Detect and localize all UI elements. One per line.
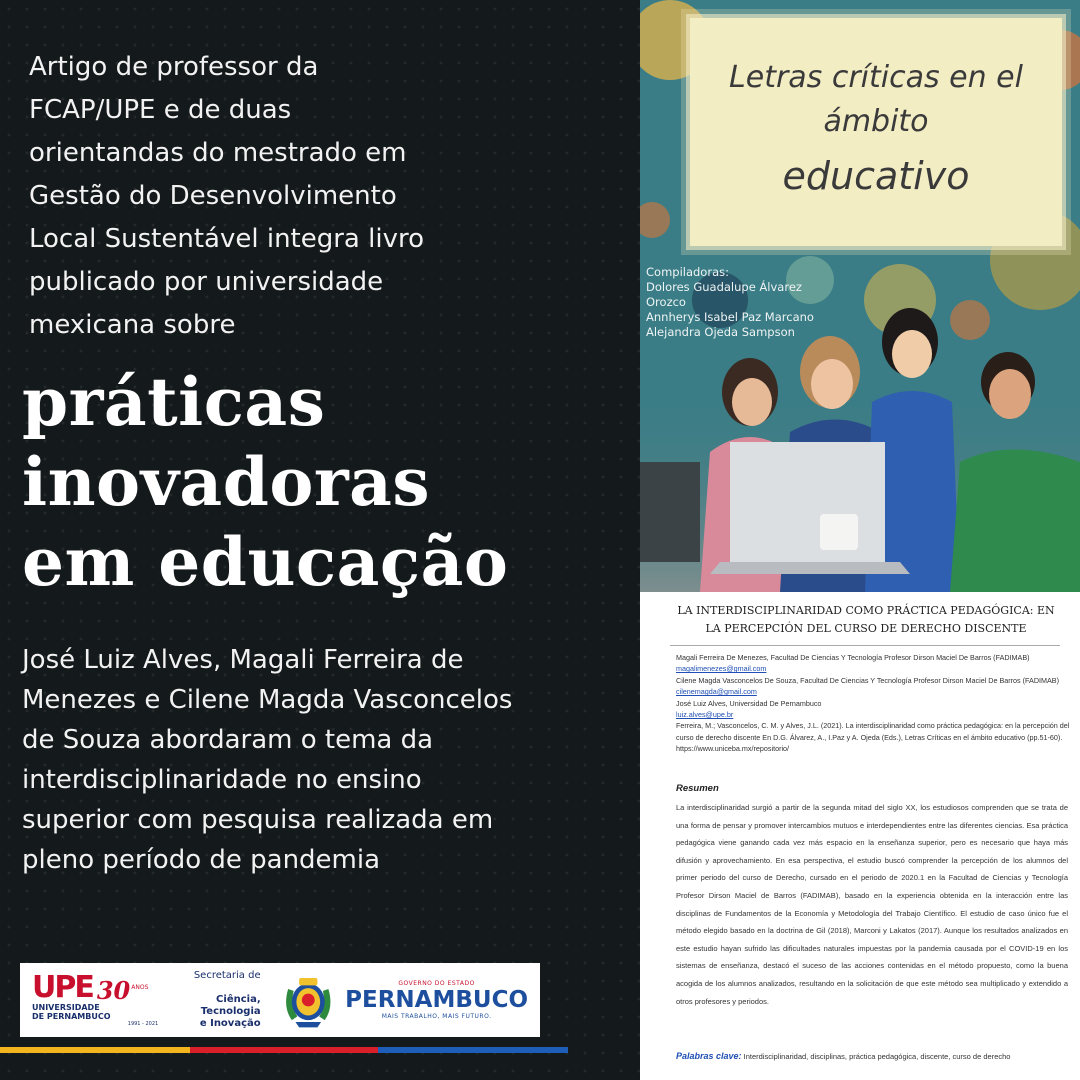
- keywords: [676, 1048, 1068, 1065]
- pernambuco-logo: [345, 980, 528, 1020]
- cover-title-line-3: educativo: [782, 154, 970, 198]
- upe-name-1: UNIVERSIDADE: [32, 1003, 100, 1012]
- article-title: LA INTERDISCIPLINARIDAD COMO PRÁCTICA PEDAGÓGICA: EN LA PERCEPCIÓN DEL CURSO DE DERECHO DISCENTE: [677, 604, 1055, 635]
- upe-mark: UPE: [32, 970, 93, 1005]
- article-meta: [676, 652, 1071, 755]
- secretaria-logo: [158, 958, 270, 1042]
- cover-title-line-2: ámbito: [823, 104, 929, 139]
- cover-title: [690, 56, 1062, 208]
- state-name: PERNAMBUCO: [345, 987, 529, 1013]
- author-3: José Luiz Alves, Universidad De Pernambuco: [676, 698, 822, 708]
- citation: Ferreira, M.; Vasconcelos, C. M. y Alves, J.L. (2021). La interdisciplinaridad como práctica pedagógica: en la percepción del curso de derecho discente En D.G. Álvarez, A., I.Paz y A. Ojeda (Eds.), Letras Críticas en el ámbito educativo (pp.51-60). https://www.uniceba.mx/repositorio/: [676, 721, 1070, 754]
- upe-logo: [32, 970, 159, 1027]
- email-link-2[interactable]: cilenemagda@gmail.com: [676, 687, 757, 697]
- stripe-red: [190, 1047, 378, 1053]
- cover-title-line-1: Letras críticas en el: [729, 60, 1023, 95]
- author-2: Cilene Magda Vasconcelos De Souza, Facultad De Ciencias Y Tecnología Profesor Dirson Maciel De Barros (FADIMAB): [676, 675, 1059, 685]
- author-1: Magali Ferreira De Menezes, Facultad De Ciencias Y Tecnología Profesor Dirson Maciel De Barros (FADIMAB): [676, 653, 1030, 662]
- upe-anniversary: 30: [96, 976, 131, 1005]
- stripe-blue: [378, 1047, 568, 1053]
- upe-anos: ANOS: [131, 984, 149, 991]
- article-page: [640, 592, 1080, 1080]
- gov-label: GOVERNO DO ESTADO: [398, 980, 475, 987]
- secretaria-line-2: Ciência, Tecnologia e Inovação: [199, 994, 261, 1029]
- authors-text: José Luiz Alves, Magali Ferreira de Menezes e Cilene Magda Vasconcelos de Souza abordaram o tema da interdisciplinaridade no ensino superior com pesquisa realizada em pleno período de pandemia: [22, 645, 513, 875]
- keywords-label: Palabras clave:: [676, 1051, 742, 1061]
- headline: práticas inovadoras em educação: [22, 363, 509, 601]
- secretaria-line-1: Secretaria de: [193, 970, 261, 981]
- state-slogan: MAIS TRABALHO, MAIS FUTURO.: [381, 1013, 492, 1020]
- book-cover: [640, 0, 1080, 592]
- state-crest-icon: [279, 968, 338, 1032]
- title-divider: [670, 645, 1060, 646]
- resumen-body: La interdisciplinaridad surgió a partir de la segunda mitad del siglo XX, los estudiosos comprenden que se trata de una forma de pensar y promover intercambios mutuos e interdependientes entre las diferentes ciencias. Esa práctica pedagógica viene ganando cada vez más espacio en la enseñanza superior, pero es necesario que haya más difusión y aprovechamiento. En esa perspectiva, el estudio buscó comprender la percepción de los alumnos del primer periodo del curso de Derecho, cursado en el periodo de 2020.1 en la Facultad de Ciencias y Tecnología Profesor Dirson Maciel de Barros (FADIMAB), basado en la experiencia obtenida en la interacción entre las disciplinas de Fundamentos de la Economía y Metodología del Trabajo Científico. El estudio de caso único fue el método elegido basado en la doctrina de Gil (2018), Marconi y Lakatos (2017). Aunque los resultados analizados en este estudio hayan sufrido las dificultades naturales impuestas por la pandemia causada por el COVID-19 en los sistemas de enseñanza, destacó el suceso de las acciones contenidas en el método propuesto, como la buena acogida de los alumnos analizados, resultando en la solicitación de que este método sea multiplicado y extendido a otros profesores y periodos.: [676, 803, 1068, 1006]
- cover-compilers: Compiladoras: Dolores Guadalupe Álvarez Orozco Annherys Isabel Paz Marcano Alejandra Ojeda Sampson: [646, 265, 814, 339]
- intro-text: Artigo de professor da FCAP/UPE e de duas orientandas do mestrado em Gestão do Desenvolvimento Local Sustentável integra livro publicado por universidade mexicana sobre: [29, 52, 424, 340]
- resumen-heading: Resumen: [676, 783, 719, 794]
- email-link-3[interactable]: luiz.alves@upe.br: [676, 710, 734, 720]
- email-link-1[interactable]: magalimenezes@gmail.com: [676, 664, 767, 674]
- upe-years: 1991 - 2021: [127, 1021, 159, 1027]
- logo-bar: [20, 963, 540, 1037]
- keywords-list: Interdisciplinaridad, disciplinas, práctica pedagógica, discente, curso de derecho: [741, 1052, 1011, 1061]
- upe-name-2: DE PERNAMBUCO: [32, 1012, 111, 1021]
- stripe-yellow: [0, 1047, 190, 1053]
